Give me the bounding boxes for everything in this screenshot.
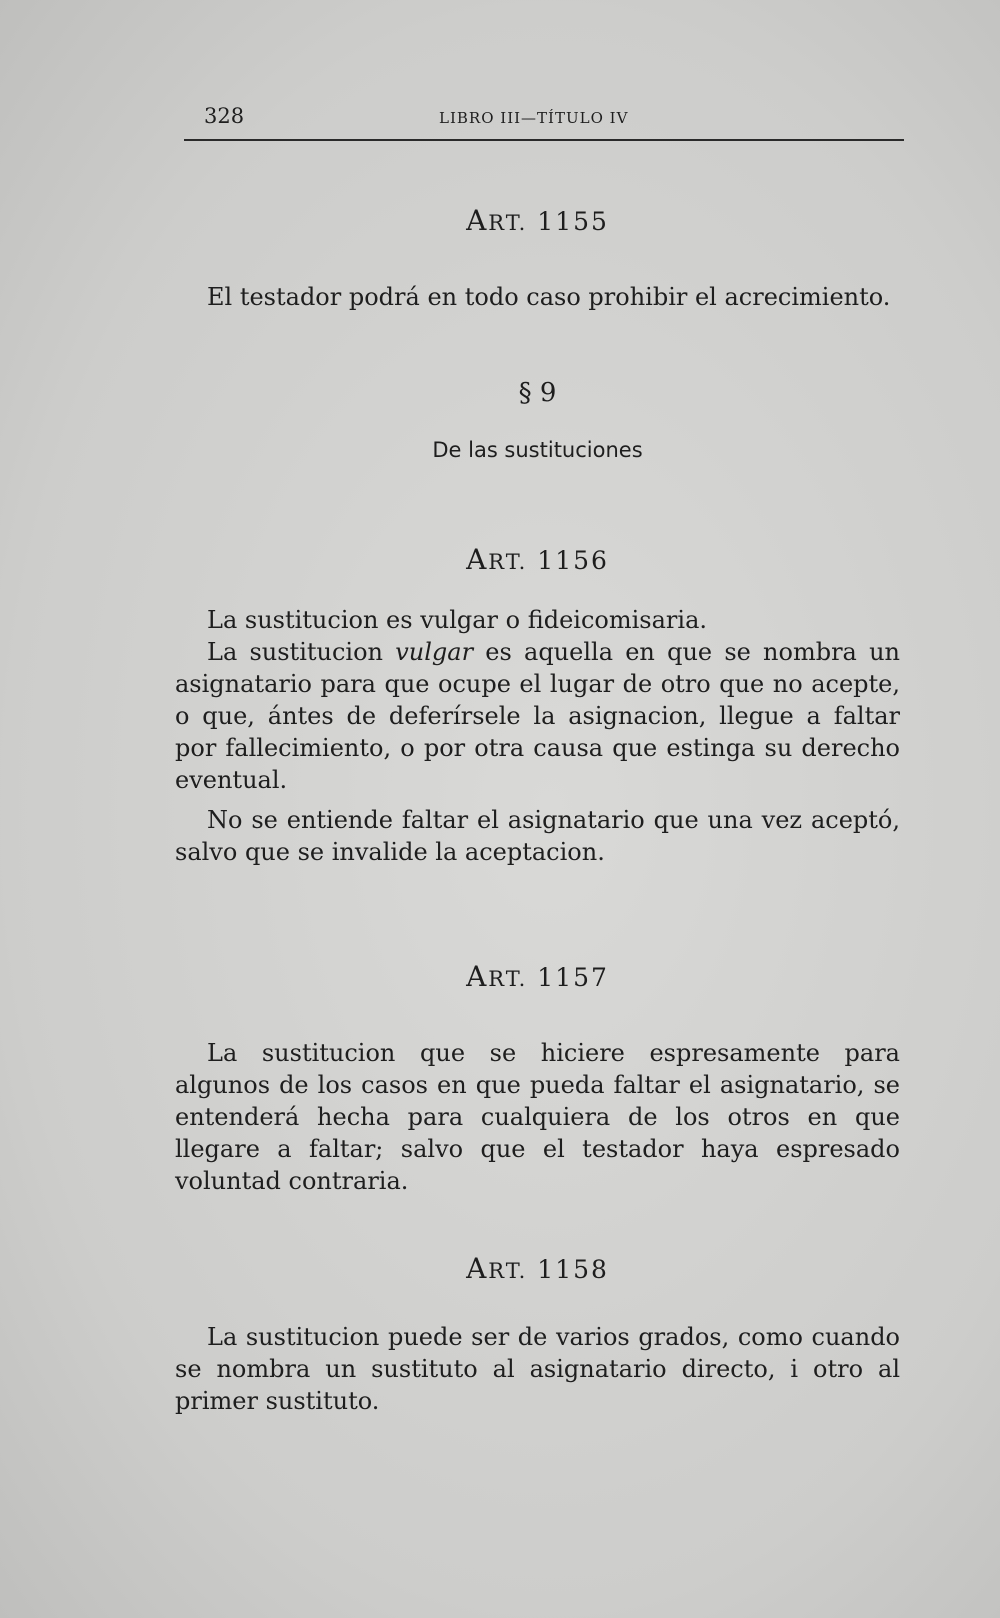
article-number: 1158: [537, 1255, 609, 1284]
article-heading: [175, 960, 900, 993]
section-title: De las sustituciones: [432, 438, 643, 462]
article-text: La sustitucion puede ser de varios grados, como cuando se nombra un sustituto al asignatario directo, i otro al primer sustituto.: [175, 1323, 900, 1415]
page-number: 328: [204, 104, 245, 128]
header-rule: [184, 139, 904, 141]
article-number: 1155: [537, 207, 609, 236]
article-number: 1157: [537, 963, 609, 992]
art-label-initial: A: [466, 204, 489, 237]
article-heading: [175, 543, 900, 576]
running-head: LIBRO III—TÍTULO IV: [439, 109, 629, 127]
article-text: La sustitucion que se hiciere espresamente para algunos de los casos en que pueda faltar el asignatario, se entenderá hecha para cualquiera de los otros en que llegare a faltar; salvo que el testador haya espresado voluntad contraria.: [175, 1039, 900, 1195]
article-1158: [175, 1252, 900, 1417]
art-label-rest: RT.: [488, 1259, 528, 1283]
paragraph-text: La sustitucion: [207, 638, 396, 666]
article-paragraph-3: No se entiende faltar el asignatario que una vez aceptó, salvo que se invalide la aceptacion.: [175, 806, 900, 866]
article-paragraph-1: La sustitucion es vulgar o fideicomisaria.: [207, 606, 708, 634]
article-number: 1156: [537, 546, 609, 575]
art-label-initial: A: [466, 960, 489, 993]
page-header: [184, 104, 904, 134]
section-heading: [175, 378, 900, 462]
article-text: El testador podrá en todo caso prohibir el acrecimiento.: [207, 283, 891, 311]
art-label-rest: RT.: [488, 550, 528, 574]
article-paragraph-2: [175, 636, 900, 796]
emphasized-term: vulgar: [395, 638, 474, 666]
article-1155: [175, 204, 900, 313]
art-label-rest: RT.: [488, 211, 528, 235]
article-1156: [175, 543, 900, 868]
paragraph-text: es aquella en que se nombra un asignatario para que ocupe el lugar de otro que no acepte, o que, ántes de deferírsele la asignacion, llegue a faltar por fallecimiento, o por otra causa que estinga su derecho eventual.: [175, 638, 900, 794]
art-label-initial: A: [466, 543, 489, 576]
article-1157: [175, 960, 900, 1197]
article-heading: [175, 1252, 900, 1285]
art-label-initial: A: [466, 1252, 489, 1285]
art-label-rest: RT.: [488, 967, 528, 991]
article-heading: [175, 204, 900, 237]
section-mark: § 9: [518, 378, 557, 408]
